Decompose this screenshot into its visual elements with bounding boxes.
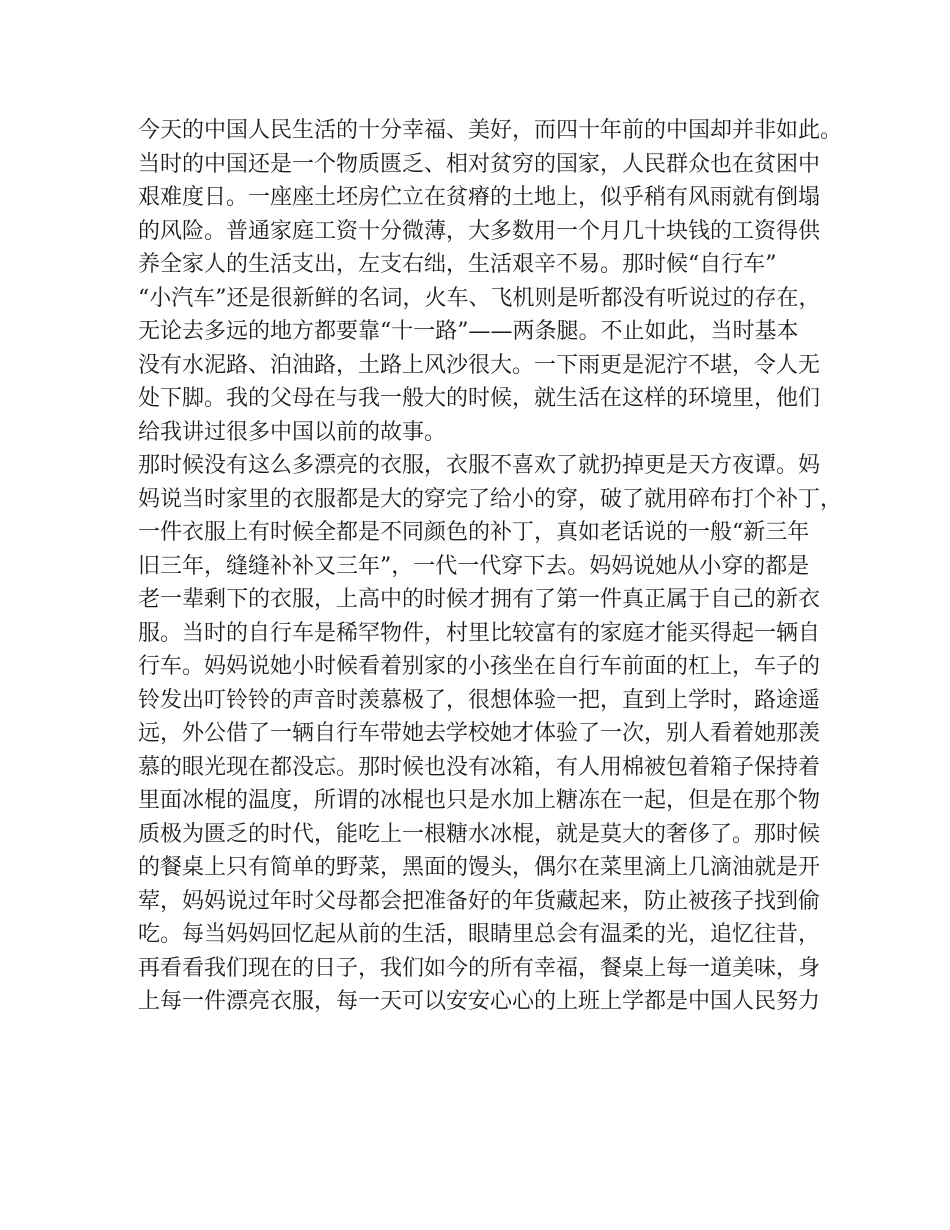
text-line: 给我讲过很多中国以前的故事。	[138, 419, 447, 445]
text-line: 远，外公借了一辆自行车带她去学校她才体验了一次，别人看着她那羡	[138, 721, 821, 746]
text-line: 养全家人的生活支出，左支右绌，生活艰辛不易。那时候“自行车”	[138, 252, 777, 277]
text-line: 今天的中国人民生活的十分幸福、美好，而四十年前的中国却并非如此。	[138, 118, 843, 143]
text-line: 旧三年，缝缝补补又三年”，一代一代穿下去。妈妈说她从小穿的都是	[138, 553, 810, 579]
text-line: 处下脚。我的父母在与我一般大的时候，就生活在这样的环境里，他们	[138, 386, 821, 411]
text-line: 妈说当时家里的衣服都是大的穿完了给小的穿，破了就用碎布打个补丁，	[138, 486, 843, 512]
text-line: 服。当时的自行车是稀罕物件，村里比较富有的家庭才能买得起一辆自	[138, 620, 821, 646]
text-line: 里面冰棍的温度，所谓的冰棍也只是水加上糖冻在一起，但是在那个物	[138, 788, 821, 813]
text-line: 质极为匮乏的时代，能吃上一根糖水冰棍，就是莫大的奢侈了。那时候	[138, 821, 821, 847]
text-line: 行车。妈妈说她小时候看着别家的小孩坐在自行车前面的杠上，车子的	[138, 654, 821, 679]
text-line: 没有水泥路、泊油路，土路上风沙很大。一下雨更是泥泞不堪，令人无	[138, 352, 821, 378]
text-line: 的风险。普通家庭工资十分微薄，大多数用一个月几十块钱的工资得供	[138, 218, 821, 244]
text-line: 铃发出叮铃铃的声音时羡慕极了，很想体验一把，直到上学时，路途遥	[138, 687, 821, 713]
text-line: 上每一件漂亮衣服，每一天可以安安心心的上班上学都是中国人民努力	[138, 989, 821, 1014]
text-line: 荤，妈妈说过年时父母都会把准备好的年货藏起来，防止被孩子找到偷	[138, 888, 821, 914]
text-line: 吃。每当妈妈回忆起从前的生活，眼睛里总会有温柔的光，追忆往昔，	[138, 922, 821, 947]
text-line: 无论去多远的地方都要靠“十一路”——两条腿。不止如此，当时基本	[138, 319, 799, 344]
text-line: 再看看我们现在的日子，我们如今的所有幸福，餐桌上每一道美味，身	[138, 955, 821, 981]
text-line: 那时候没有这么多漂亮的衣服，衣服不喜欢了就扔掉更是天方夜谭。妈	[138, 453, 821, 478]
text-line: 的餐桌上只有简单的野菜，黑面的馒头，偶尔在菜里滴上几滴油就是开	[138, 855, 821, 880]
text-line: 艰难度日。一座座土坯房伫立在贫瘠的土地上，似乎稍有风雨就有倒塌	[138, 185, 821, 210]
text-line: 当时的中国还是一个物质匮乏、相对贫穷的国家，人民群众也在贫困中	[138, 151, 821, 177]
text-line: 老一辈剩下的衣服，上高中的时候才拥有了第一件真正属于自己的新衣	[138, 587, 821, 612]
text-line: 慕的眼光现在都没忘。那时候也没有冰箱，有人用棉被包着箱子保持着	[138, 754, 821, 780]
text-line: “小汽车”还是很新鲜的名词，火车、飞机则是听都没有听说过的存在，	[138, 285, 821, 311]
body-text	[138, 114, 843, 1019]
text-line: 一件衣服上有时候全都是不同颜色的补丁，真如老话说的一般“新三年	[138, 520, 810, 545]
